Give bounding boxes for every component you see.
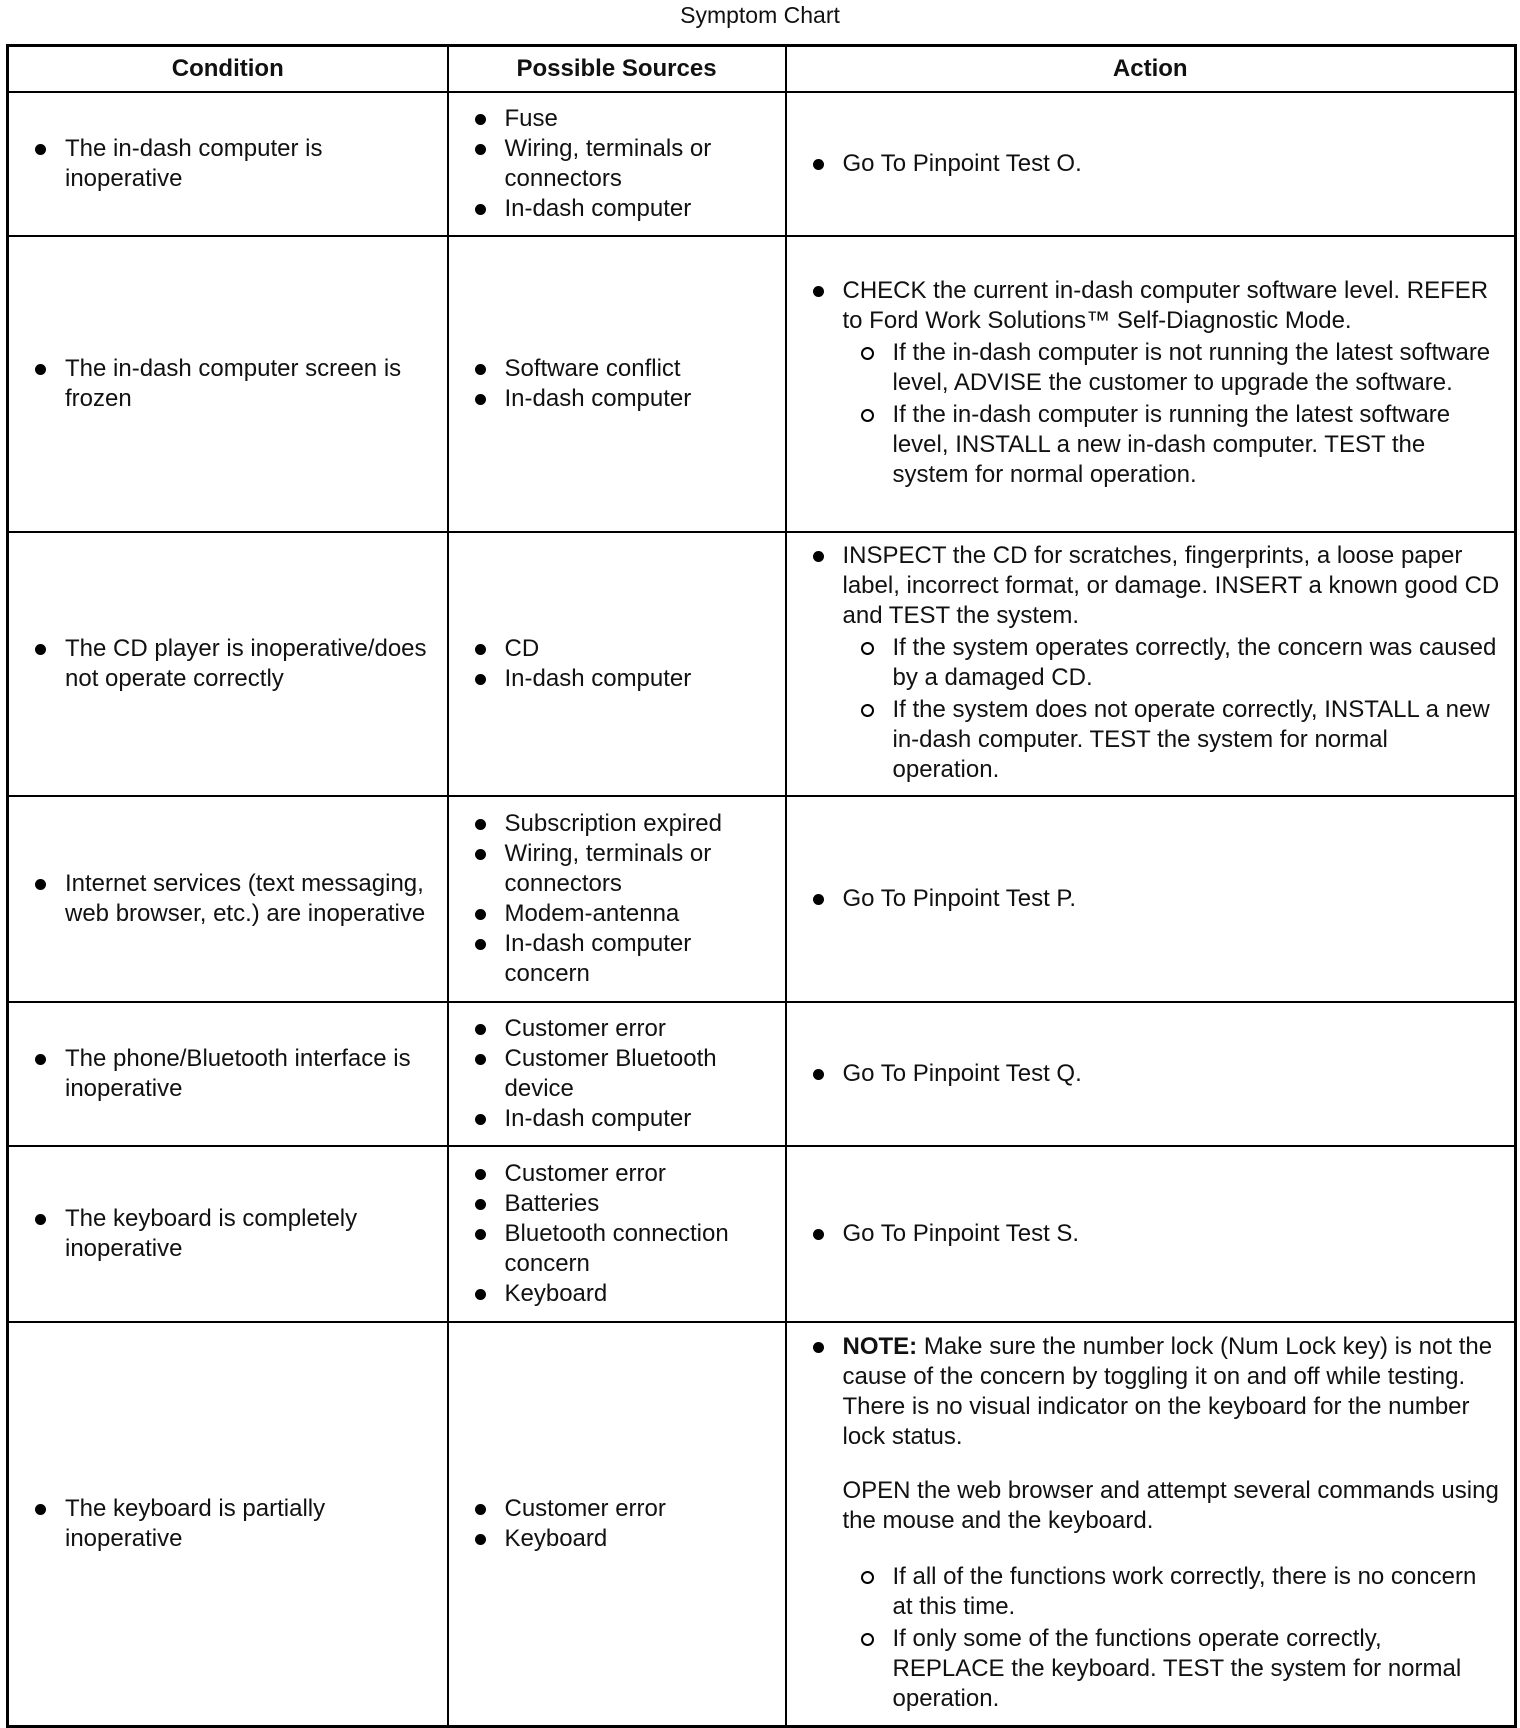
action-sub-item: If only some of the functions operate correctly, REPLACE the keyboard. TEST the system for normal operation. — [893, 1624, 1501, 1714]
action-text: Go To Pinpoint Test S. — [811, 1219, 1501, 1249]
action-sub-item: If all of the functions work correctly, there is no concern at this time. — [893, 1562, 1501, 1622]
condition-cell — [8, 1322, 448, 1726]
sources-cell — [448, 1146, 786, 1322]
table-row — [8, 1322, 1516, 1726]
action-cell — [786, 532, 1516, 796]
source-item: Batteries — [473, 1189, 771, 1219]
source-item: Fuse — [473, 104, 771, 134]
source-item: Wiring, terminals or connectors — [473, 134, 771, 194]
action-cell — [786, 92, 1516, 236]
condition-text: The CD player is inoperative/does not operate correctly — [33, 634, 433, 694]
source-item: Customer error — [473, 1159, 771, 1189]
header-condition: Condition — [8, 46, 448, 93]
action-item — [811, 1332, 1501, 1714]
action-sub-item: If the in-dash computer is not running the latest software level, ADVISE the customer to upgrade the software. — [893, 338, 1501, 398]
condition-cell — [8, 1002, 448, 1146]
source-item: In-dash computer — [473, 384, 771, 414]
action-item — [811, 541, 1501, 785]
sources-cell — [448, 796, 786, 1002]
source-item: In-dash computer — [473, 1104, 771, 1134]
chart-title: Symptom Chart — [680, 2, 840, 28]
action-cell — [786, 236, 1516, 532]
source-item: In-dash computer — [473, 664, 771, 694]
table-row — [8, 236, 1516, 532]
action-cell — [786, 1146, 1516, 1322]
action-sub-item: If the system operates correctly, the concern was caused by a damaged CD. — [893, 633, 1501, 693]
action-text: OPEN the web browser and attempt several commands using the mouse and the keyboard. — [842, 1476, 1499, 1534]
action-text: CHECK the current in-dash computer software level. REFER to Ford Work Solutions™ Self-Diagnostic Mode. — [842, 277, 1489, 334]
source-item: Bluetooth connection concern — [473, 1219, 771, 1279]
source-item: Keyboard — [473, 1279, 771, 1309]
condition-text: Internet services (text messaging, web browser, etc.) are inoperative — [33, 869, 433, 929]
source-item: In-dash computer concern — [473, 929, 771, 989]
action-text: INSPECT the CD for scratches, fingerprints, a loose paper label, incorrect format, or damage. INSERT a known good CD and TEST the system. — [842, 542, 1500, 629]
source-item: Customer error — [473, 1494, 771, 1524]
action-sub-item: If the in-dash computer is running the latest software level, INSTALL a new in-dash computer. TEST the system for normal operation. — [893, 400, 1501, 490]
header-possible-sources: Possible Sources — [448, 46, 786, 93]
action-cell — [786, 796, 1516, 1002]
action-text: Go To Pinpoint Test O. — [811, 149, 1501, 179]
source-item: Keyboard — [473, 1524, 771, 1554]
header-row — [8, 46, 1516, 93]
action-cell — [786, 1322, 1516, 1726]
source-item: Customer Bluetooth device — [473, 1044, 771, 1104]
sources-cell — [448, 236, 786, 532]
condition-cell — [8, 796, 448, 1002]
source-item: Subscription expired — [473, 809, 771, 839]
source-item: Customer error — [473, 1014, 771, 1044]
action-text: Go To Pinpoint Test Q. — [811, 1059, 1501, 1089]
note-text: Make sure the number lock (Num Lock key) is not the cause of the concern by toggling it on and off while testing. There is no visual indicator on the keyboard for the number lock status. — [842, 1332, 1493, 1450]
sources-cell — [448, 92, 786, 236]
condition-text: The keyboard is completely inoperative — [33, 1204, 433, 1264]
condition-cell — [8, 236, 448, 532]
symptom-table — [6, 44, 1517, 1728]
condition-text: The in-dash computer screen is frozen — [33, 354, 433, 414]
source-item: CD — [473, 634, 771, 664]
action-sub-item: If the system does not operate correctly, INSTALL a new in-dash computer. TEST the system for normal operation. — [893, 695, 1501, 785]
action-cell — [786, 1002, 1516, 1146]
sources-cell — [448, 1002, 786, 1146]
source-item: Wiring, terminals or connectors — [473, 839, 771, 899]
table-row — [8, 532, 1516, 796]
condition-text: The keyboard is partially inoperative — [33, 1494, 433, 1554]
sources-cell — [448, 532, 786, 796]
action-text: Go To Pinpoint Test P. — [811, 884, 1501, 914]
header-action: Action — [786, 46, 1516, 93]
note-label: NOTE: — [842, 1332, 918, 1360]
table-row — [8, 92, 1516, 236]
action-item — [811, 276, 1501, 490]
source-item: In-dash computer — [473, 194, 771, 224]
table-row — [8, 796, 1516, 1002]
condition-cell — [8, 532, 448, 796]
condition-cell — [8, 1146, 448, 1322]
condition-text: The phone/Bluetooth interface is inoperative — [33, 1044, 433, 1104]
condition-text: The in-dash computer is inoperative — [33, 134, 433, 194]
source-item: Modem-antenna — [473, 899, 771, 929]
table-row — [8, 1002, 1516, 1146]
sources-cell — [448, 1322, 786, 1726]
source-item: Software conflict — [473, 354, 771, 384]
table-row — [8, 1146, 1516, 1322]
condition-cell — [8, 92, 448, 236]
